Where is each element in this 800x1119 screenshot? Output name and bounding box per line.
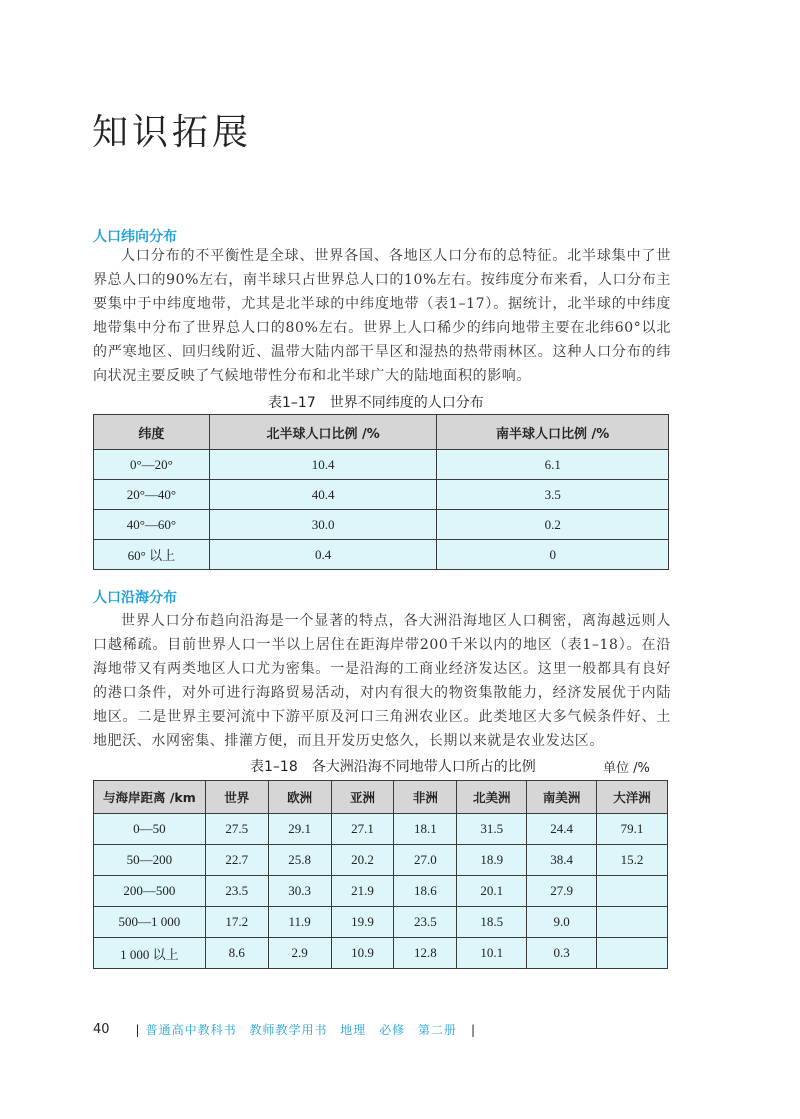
table-cell: 22.7 bbox=[205, 845, 268, 876]
column-header: 北半球人口比例 /% bbox=[209, 415, 437, 450]
table-cell: 40°—60° bbox=[94, 510, 210, 540]
table-cell: 12.8 bbox=[394, 938, 457, 969]
table-cell: 18.9 bbox=[457, 845, 527, 876]
table-cell: 0 bbox=[437, 540, 669, 570]
column-header: 北美洲 bbox=[457, 781, 527, 814]
table-row bbox=[94, 938, 668, 969]
table-cell: 500—1 000 bbox=[94, 907, 206, 938]
table-cell: 29.1 bbox=[268, 814, 331, 845]
table-cell: 60° 以上 bbox=[94, 540, 210, 570]
table-row bbox=[94, 845, 668, 876]
paragraph-coastal: 世界人口分布趋向沿海是一个显著的特点，各大洲沿海地区人口稠密，离海越远则人口越稀疏。目前世界人口一半以上居住在距海岸带200千米以内的地区（表1–18）。在沿海地带又有两类地区人口尤为密集。一是沿海的工商业经济发达区。这里一般都具有良好的港口条件，对外可进行海路贸易活动，对内有很大的物资集散能力，经济发展优于内陆地区。二是世界主要河流中下游平原及河口三角洲农业区。此类地区大多气候条件好、土地肥沃、水网密集、排灌方便，而且开发历史悠久，长期以来就是农业发达区。 bbox=[93, 613, 671, 749]
table-cell: 27.5 bbox=[205, 814, 268, 845]
section-heading-latitude: 人口纬向分布 bbox=[93, 229, 177, 245]
table-cell: 0.3 bbox=[527, 938, 597, 969]
column-header: 大洋洲 bbox=[597, 781, 668, 814]
table-cell: 18.1 bbox=[394, 814, 457, 845]
table-1-17 bbox=[93, 414, 669, 570]
book-title bbox=[146, 1021, 465, 1038]
table-cell: 20°—40° bbox=[94, 480, 210, 510]
table-cell: 3.5 bbox=[437, 480, 669, 510]
footer-divider: | bbox=[470, 1022, 476, 1037]
column-header: 纬度 bbox=[94, 415, 210, 450]
book-title-part: 普通高中教科书 bbox=[145, 1023, 237, 1037]
table-cell: 1 000 以上 bbox=[94, 938, 206, 969]
table-cell: 8.6 bbox=[205, 938, 268, 969]
table-cell: 38.4 bbox=[527, 845, 597, 876]
table-cell: 27.1 bbox=[331, 814, 394, 845]
table-cell: 31.5 bbox=[457, 814, 527, 845]
book-title-part: 第二册 bbox=[417, 1023, 457, 1037]
table-cell: 2.9 bbox=[268, 938, 331, 969]
table-cell: 23.5 bbox=[394, 907, 457, 938]
table-cell bbox=[597, 938, 668, 969]
table-cell: 18.5 bbox=[457, 907, 527, 938]
table-cell: 21.9 bbox=[331, 876, 394, 907]
table-row bbox=[94, 540, 669, 570]
table-cell: 9.0 bbox=[527, 907, 597, 938]
table-caption-1-17: 表1–17 世界不同纬度的人口分布 bbox=[268, 395, 484, 411]
table-cell: 27.0 bbox=[394, 845, 457, 876]
table-unit-label: 单位 /% bbox=[603, 761, 650, 776]
table-cell: 30.0 bbox=[209, 510, 437, 540]
book-title-part: 地理 bbox=[340, 1023, 367, 1037]
table-cell: 200—500 bbox=[94, 876, 206, 907]
table-cell: 11.9 bbox=[268, 907, 331, 938]
column-header: 世界 bbox=[205, 781, 268, 814]
table-cell: 25.8 bbox=[268, 845, 331, 876]
paragraph-latitude: 人口分布的不平衡性是全球、世界各国、各地区人口分布的总特征。北半球集中了世界总人口的90%左右，南半球只占世界总人口的10%左右。按纬度分布来看，人口分布主要集中于中纬度地带，尤其是北半球的中纬度地带（表1–17）。据统计，北半球的中纬度地带集中分布了世界总人口的80%左右。世界上人口稀少的纬向地带主要在北纬60°以北的严寒地区、回归线附近、温带大陆内部干旱区和湿热的热带雨林区。这种人口分布的纬向状况主要反映了气候地带性分布和北半球广大的陆地面积的影响。 bbox=[93, 248, 671, 384]
page-number: 40 bbox=[93, 1022, 110, 1037]
table-row bbox=[94, 876, 668, 907]
column-header: 与海岸距离 /km bbox=[94, 781, 206, 814]
table-cell: 30.3 bbox=[268, 876, 331, 907]
table-cell: 24.4 bbox=[527, 814, 597, 845]
table-cell: 10.1 bbox=[457, 938, 527, 969]
table-row bbox=[94, 510, 669, 540]
table-cell: 0.4 bbox=[209, 540, 437, 570]
table-cell: 0°—20° bbox=[94, 450, 210, 480]
book-title-part: 教师教学用书 bbox=[249, 1023, 328, 1037]
table-cell: 0.2 bbox=[437, 510, 669, 540]
column-header: 非洲 bbox=[394, 781, 457, 814]
table-cell: 15.2 bbox=[597, 845, 668, 876]
section-heading-coastal: 人口沿海分布 bbox=[93, 590, 177, 606]
table-row bbox=[94, 450, 669, 480]
column-header: 欧洲 bbox=[268, 781, 331, 814]
table-cell: 79.1 bbox=[597, 814, 668, 845]
table-cell: 20.1 bbox=[457, 876, 527, 907]
column-header: 南半球人口比例 /% bbox=[437, 415, 669, 450]
table-row bbox=[94, 907, 668, 938]
table-cell: 50—200 bbox=[94, 845, 206, 876]
table-row bbox=[94, 814, 668, 845]
page-footer bbox=[93, 1021, 481, 1038]
book-title-part: 必修 bbox=[379, 1023, 406, 1037]
table-cell: 10.9 bbox=[331, 938, 394, 969]
table-cell: 19.9 bbox=[331, 907, 394, 938]
table-cell: 40.4 bbox=[209, 480, 437, 510]
column-header: 南美洲 bbox=[527, 781, 597, 814]
footer-divider: | bbox=[135, 1022, 140, 1037]
table-header-row bbox=[94, 415, 669, 450]
table-cell: 27.9 bbox=[527, 876, 597, 907]
table-cell: 23.5 bbox=[205, 876, 268, 907]
table-cell: 6.1 bbox=[437, 450, 669, 480]
table-row bbox=[94, 480, 669, 510]
table-cell bbox=[597, 907, 668, 938]
table-cell: 0—50 bbox=[94, 814, 206, 845]
table-1-18 bbox=[93, 780, 668, 969]
table-caption-1-18: 表1–18 各大洲沿海不同地带人口所占的比例 bbox=[250, 759, 536, 775]
table-cell: 20.2 bbox=[331, 845, 394, 876]
column-header: 亚洲 bbox=[331, 781, 394, 814]
table-cell: 18.6 bbox=[394, 876, 457, 907]
table-header-row bbox=[94, 781, 668, 814]
table-cell bbox=[597, 876, 668, 907]
table-cell: 17.2 bbox=[205, 907, 268, 938]
page-title: 知识拓展 bbox=[92, 112, 253, 153]
table-cell: 10.4 bbox=[209, 450, 437, 480]
